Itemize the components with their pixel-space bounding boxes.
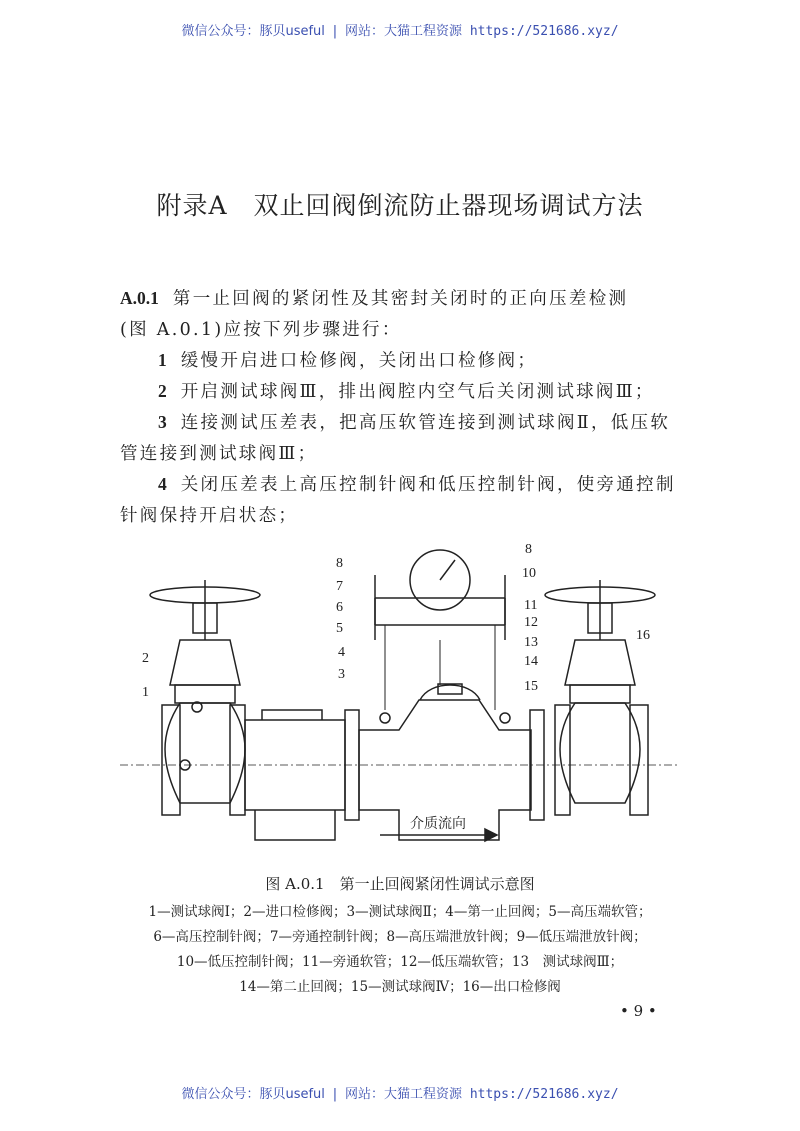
- step-num: 4: [158, 474, 167, 494]
- section-number: A.0.1: [120, 288, 159, 308]
- step-2: [158, 378, 655, 403]
- watermark-bottom: [0, 1083, 800, 1102]
- wm-url[interactable]: https://521686.xyz/: [469, 1087, 619, 1102]
- wm-label: 网站：大猫工程资源: [344, 24, 462, 39]
- step-1: [158, 347, 537, 372]
- page-title: 附录A 双止回阀倒流防止器现场调试方法: [156, 191, 644, 220]
- step-num: 2: [158, 381, 167, 401]
- label-1: 1: [142, 685, 149, 700]
- step-4-cont: 针阀保持开启状态；: [120, 506, 299, 526]
- label-5: 5: [336, 621, 343, 636]
- legend-line: 1—测试球阀Ⅰ；2—进口检修阀；3—测试球阀Ⅱ；4—第一止回阀；5—高压端软管；: [148, 904, 652, 920]
- label-4: 4: [338, 645, 345, 660]
- label-2: 2: [142, 651, 149, 666]
- wm-label: 微信公众号：豚贝useful: [181, 1087, 325, 1102]
- wm-label: 微信公众号：豚贝useful: [181, 24, 325, 39]
- valve-diagram: [0, 530, 800, 860]
- label-8b: 8: [525, 542, 532, 557]
- label-15: 15: [524, 679, 538, 694]
- label-6: 6: [336, 600, 343, 615]
- step-4: [158, 471, 676, 496]
- step-3: [158, 409, 670, 434]
- page-number: • 9 •: [620, 1002, 657, 1020]
- label-11: 11: [524, 598, 538, 613]
- step-text: 关闭压差表上高压控制针阀和低压控制针阀，使旁通控制: [180, 475, 676, 495]
- inlet-gate-valve: [150, 580, 260, 815]
- wm-url[interactable]: https://521686.xyz/: [469, 24, 619, 39]
- callout-labels: [142, 542, 650, 700]
- section-line1: [120, 285, 628, 310]
- step-text: 连接测试压差表，把高压软管连接到测试球阀Ⅱ，低压软: [180, 413, 671, 433]
- step-text: 缓慢开启进口检修阀，关闭出口检修阀；: [180, 351, 538, 371]
- label-16: 16: [636, 628, 650, 643]
- legend-line: 6—高压控制针阀；7—旁通控制针阀；8—高压端泄放针阀；9—低压端泄放针阀；: [153, 929, 647, 945]
- outlet-gate-valve: [545, 580, 655, 815]
- step-3-cont: 管连接到测试球阀Ⅲ；: [120, 444, 318, 464]
- tee-body: [245, 710, 345, 840]
- text: 第一止回阀的紧闭性及其密封关闭时的正向压差检测: [172, 289, 629, 309]
- label-8: 8: [336, 556, 343, 571]
- watermark-top: [0, 20, 800, 39]
- wm-sep: |: [332, 1087, 338, 1102]
- label-13: 13: [524, 635, 538, 650]
- step-text: 开启测试球阀Ⅲ，排出阀腔内空气后关闭测试球阀Ⅲ；: [180, 382, 655, 402]
- legend-line: 14—第二止回阀；15—测试球阀Ⅳ；16—出口检修阀: [239, 979, 561, 995]
- flow-label: 介质流向: [410, 817, 466, 832]
- wm-label: 网站：大猫工程资源: [344, 1087, 462, 1102]
- figure-caption: 图 A.0.1 第一止回阀紧闭性调试示意图: [265, 875, 535, 893]
- legend-line: 10—低压控制针阀；11—旁通软管；12—低压端软管；13 测试球阀Ⅲ；: [176, 954, 624, 970]
- label-12: 12: [524, 615, 538, 630]
- label-7: 7: [336, 579, 343, 594]
- wm-sep: |: [332, 24, 338, 39]
- section-line2: (图 A.0.1)应按下列步骤进行：: [120, 320, 402, 340]
- label-14: 14: [524, 654, 538, 669]
- step-num: 3: [158, 412, 167, 432]
- step-num: 1: [158, 350, 167, 370]
- label-10: 10: [522, 566, 536, 581]
- label-3: 3: [338, 667, 345, 682]
